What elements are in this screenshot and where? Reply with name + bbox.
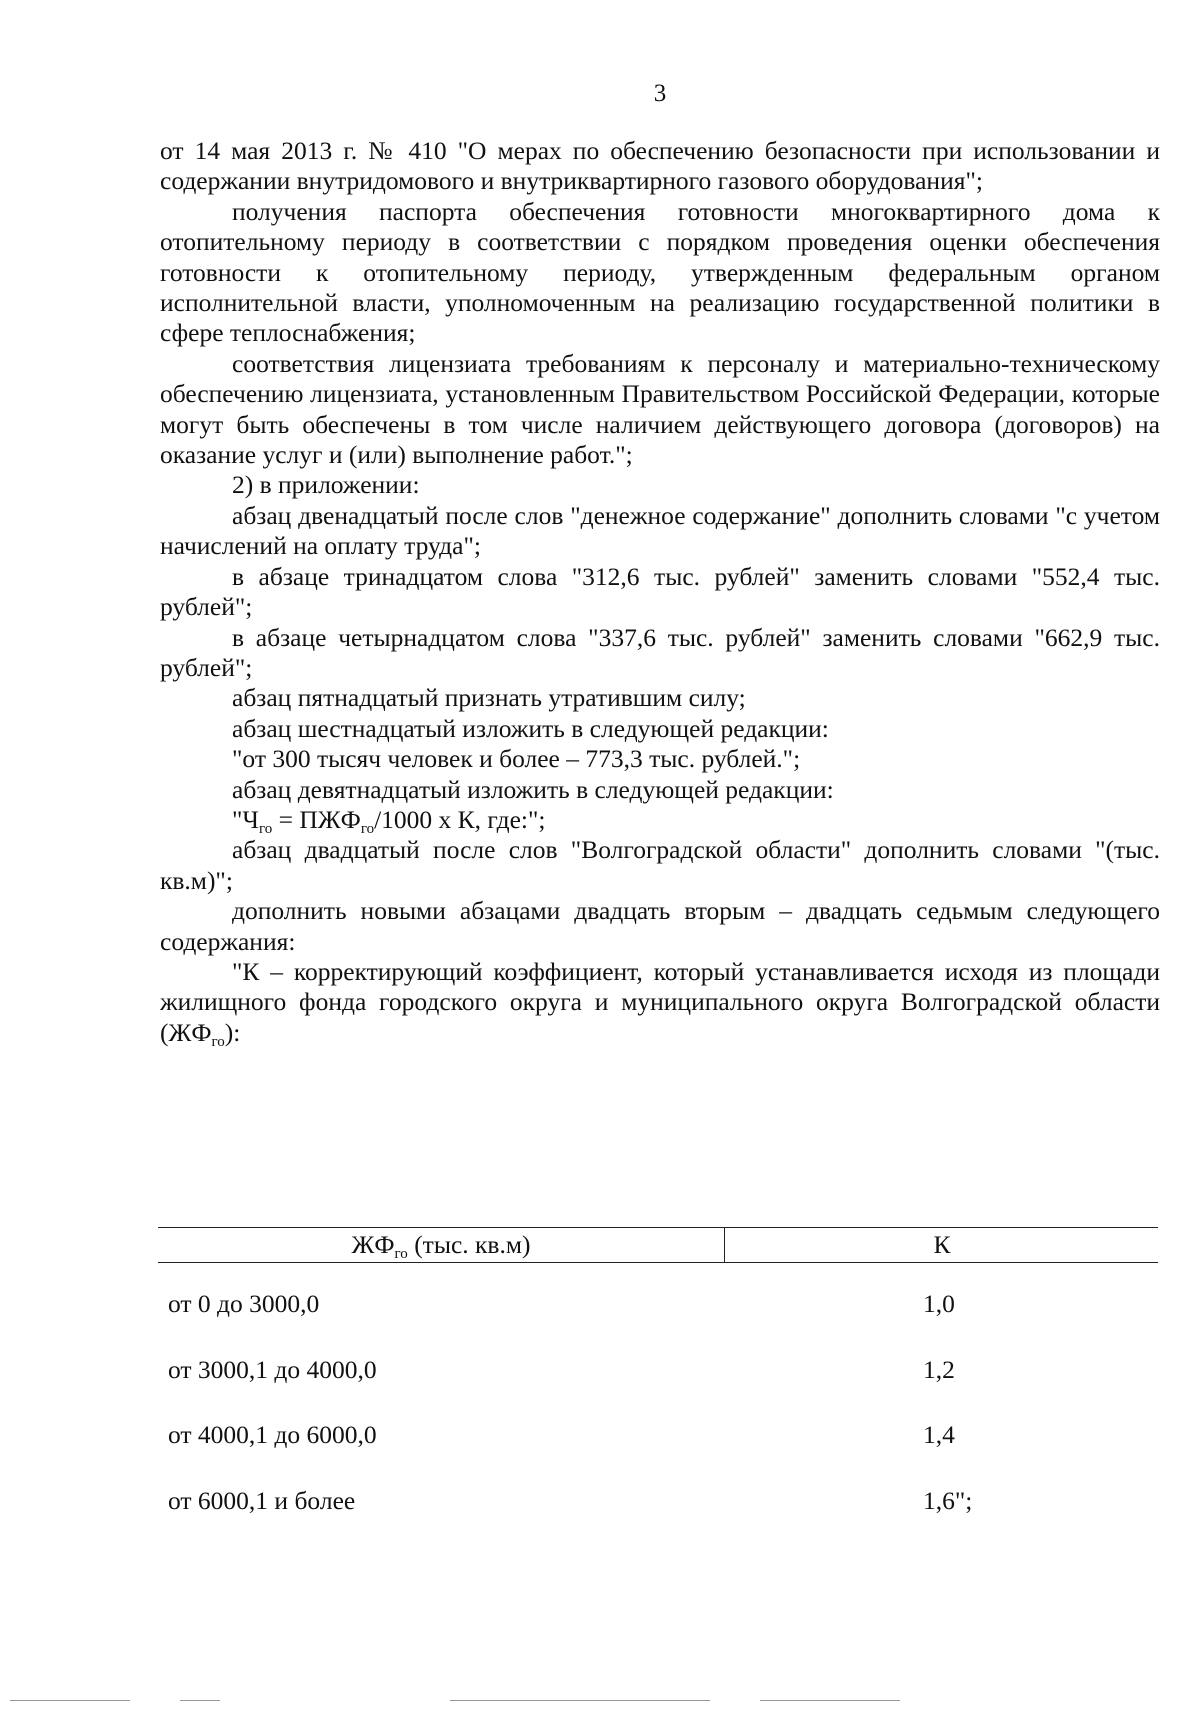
table-cell-range: от 4000,1 до 6000,0 <box>168 1420 377 1449</box>
header-area-unit: (тыс. кв.м) <box>407 1230 531 1259</box>
document-body <box>160 136 1160 1048</box>
scan-artifacts <box>0 1700 1200 1704</box>
k-definition-text: "К – корректирующий коэффициент, который устанавливается исходя из площади жилищного фонда городского округа и муниципального округа Волгоградской области (ЖФ <box>160 956 1160 1047</box>
paragraph: от 14 мая 2013 г. № 410 "О мерах по обеспечению безопасности при использовании и содержании внутридомового и внутриквартирного газового оборудования"; <box>160 136 1160 196</box>
table-body <box>158 1289 1158 1551</box>
paragraph: в абзаце четырнадцатом слова "337,6 тыс. рублей" заменить словами "662,9 тыс. рублей"; <box>160 622 1160 682</box>
table-row <box>158 1486 1158 1552</box>
coefficient-table <box>158 1227 1158 1551</box>
paragraph: абзац двадцатый после слов "Волгоградской области" дополнить словами "(тыс. кв.м)"; <box>160 835 1160 895</box>
table-cell-k: 1,2 <box>923 1354 955 1384</box>
scan-speck <box>760 1700 900 1701</box>
scan-speck <box>10 1700 130 1701</box>
table-header-divider <box>724 1228 725 1262</box>
k-definition-paragraph <box>160 957 1160 1048</box>
paragraph: в абзаце тринадцатом слова "312,6 тыс. рублей" заменить словами "552,4 тыс. рублей"; <box>160 561 1160 622</box>
paragraph: соответствия лицензиата требованиям к персоналу и материально-техническому обеспечению лицензиата, установленным Правительством Российской Федерации, которые могут быть обеспечены в том числе наличием действующего договора (договоров) на оказание услуг и (или) выполнение работ."; <box>160 348 1160 470</box>
paragraph: "от 300 тысяч человек и более – 773,3 тыс. рублей."; <box>232 744 801 774</box>
table-header-area <box>158 1230 724 1260</box>
formula-open: "Ч <box>232 804 259 834</box>
paragraph: абзац двенадцатый после слов "денежное содержание" дополнить словами "с учетом начислений на оплату труда"; <box>160 500 1160 561</box>
table-cell-k: 1,4 <box>923 1420 955 1449</box>
table-cell-k: 1,0 <box>923 1289 955 1318</box>
scan-speck <box>180 1700 220 1701</box>
formula-paragraph <box>160 805 1160 835</box>
scan-speck <box>450 1700 710 1701</box>
k-definition-subscript: го <box>211 1033 225 1050</box>
table-cell-range: от 6000,1 и более <box>168 1485 356 1515</box>
paragraph: дополнить новыми абзацами двадцать вторым – двадцать седьмым следующего содержания: <box>160 896 1160 956</box>
formula-subscript: го <box>360 820 375 837</box>
formula-close: /1000 х К, где:"; <box>374 804 546 834</box>
table-header-k: К <box>933 1230 951 1259</box>
table-cell-range: от 3000,1 до 4000,0 <box>168 1354 377 1384</box>
table-row <box>158 1420 1158 1486</box>
header-area-subscript: го <box>394 1246 408 1262</box>
table-header <box>158 1227 1158 1263</box>
page-number: 3 <box>653 80 667 107</box>
table-cell-range: от 0 до 3000,0 <box>168 1289 320 1318</box>
table-row <box>158 1289 1158 1355</box>
paragraph: абзац пятнадцатый признать утратившим силу; <box>232 683 746 713</box>
paragraph: 2) в приложении: <box>232 470 420 500</box>
table-cell-k: 1,6"; <box>923 1485 973 1515</box>
formula-subscript: го <box>258 820 273 837</box>
formula-middle: = ПЖФ <box>272 804 361 834</box>
table-row <box>158 1355 1158 1421</box>
paragraph: абзац шестнадцатый изложить в следующей редакции: <box>232 713 829 743</box>
paragraph: получения паспорта обеспечения готовности многоквартирного дома к отопительному периоду в соответствии с порядком проведения оценки обеспечения готовности к отопительному периоду, утвержденным федеральным органом исполнительной власти, уполномоченным на реализацию государственной политики в сфере теплоснабжения; <box>160 196 1160 348</box>
k-definition-end: ): <box>224 1017 241 1047</box>
header-area-label: ЖФ <box>351 1230 395 1259</box>
paragraph: абзац девятнадцатый изложить в следующей редакции: <box>232 774 834 804</box>
